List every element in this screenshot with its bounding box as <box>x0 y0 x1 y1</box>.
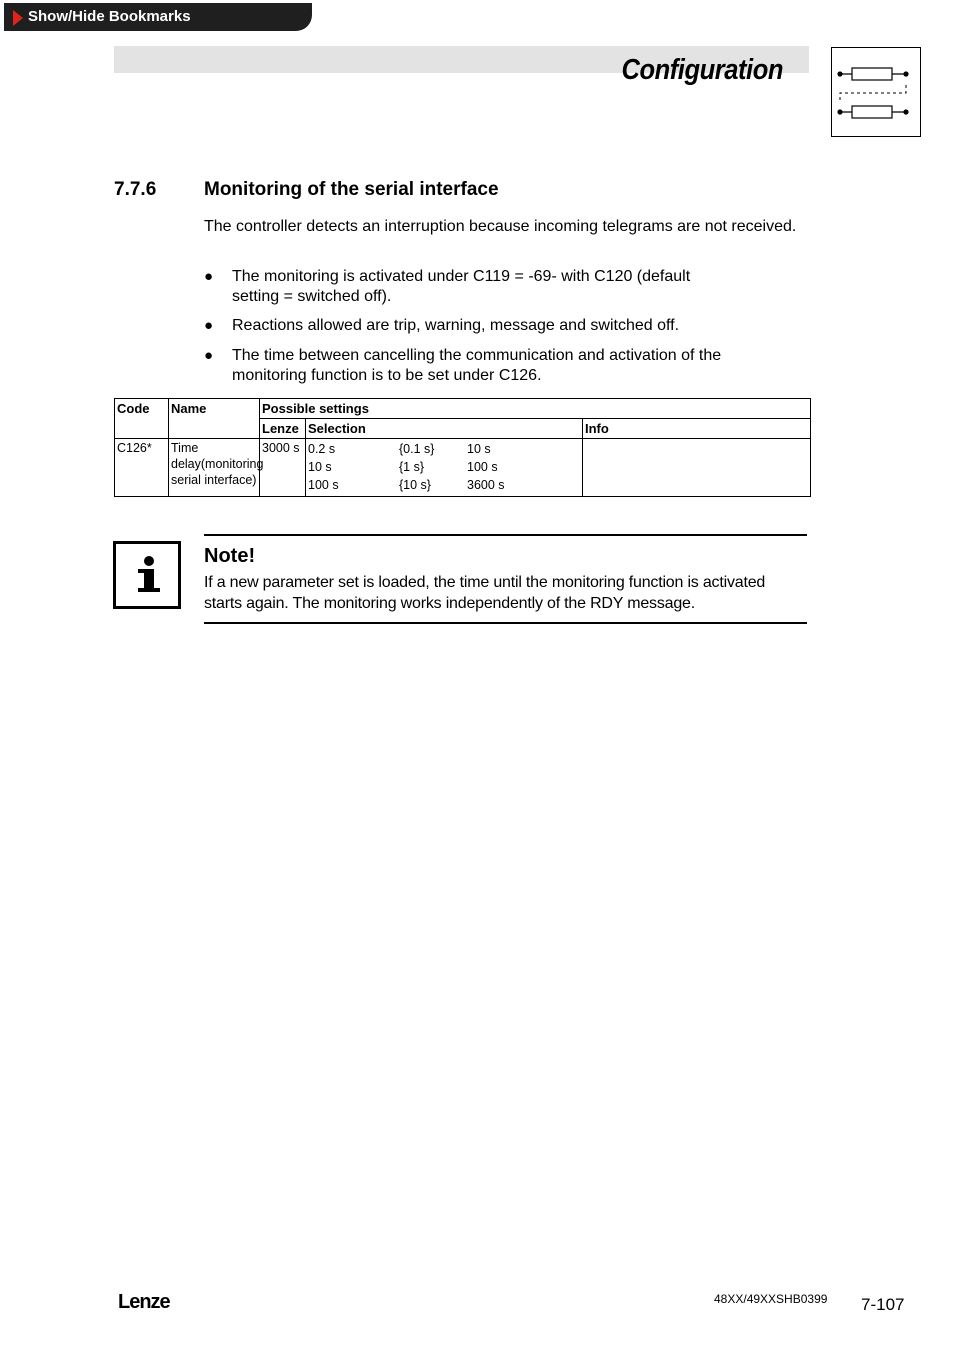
cell-lenze: 3000 s <box>260 439 306 497</box>
info-icon <box>113 541 181 609</box>
header-name: Name <box>169 399 260 439</box>
bullet-item: Reactions allowed are trip, warning, message and switched off. <box>232 317 680 334</box>
cell-selection: 0.2 s {0.1 s} 10 s 10 s {1 s} 100 s 100 s {10 s} 3600 s <box>306 439 583 497</box>
section-title: Monitoring of the serial interface <box>204 179 499 200</box>
cell-code: C126* <box>115 439 169 497</box>
note-divider-top <box>204 534 807 536</box>
chapter-title: Configuration <box>621 54 783 86</box>
header-possible-settings: Possible settings <box>260 399 811 419</box>
document-reference: 48XX/49XXSHB0399 <box>714 1292 828 1306</box>
header-selection: Selection <box>306 419 583 439</box>
show-hide-bookmarks-button[interactable] <box>4 3 312 31</box>
bullet-item: The monitoring is activated under C119 = -69- with C120 (default setting = switched off). <box>232 268 691 305</box>
triangle-right-icon <box>13 10 23 26</box>
lenze-logo: Lenze <box>118 1291 170 1313</box>
section-number: 7.7.6 <box>114 179 157 200</box>
note-text: If a new parameter set is loaded, the time until the monitoring function is activated starts again. The monitoring works independently of the RDY message. <box>204 574 766 612</box>
bullet-icon: ● <box>204 268 214 285</box>
bullet-icon: ● <box>204 347 214 364</box>
header-lenze: Lenze <box>260 419 306 439</box>
header-info: Info <box>583 419 811 439</box>
cell-name: Time delay(monitoring serial interface) <box>169 439 260 497</box>
cell-info <box>583 439 811 497</box>
parameter-table <box>114 398 811 497</box>
note-divider-bottom <box>204 622 807 624</box>
table-row <box>115 439 811 497</box>
bullet-item: The time between cancelling the communication and activation of the monitoring function is to be set under C126. <box>232 347 722 384</box>
note-title: Note! <box>204 545 256 567</box>
page-number: 7-107 <box>861 1295 905 1314</box>
intro-paragraph: The controller detects an interruption because incoming telegrams are not received. <box>204 218 797 235</box>
header-code: Code <box>115 399 169 439</box>
bullet-icon: ● <box>204 317 214 334</box>
wiring-diagram-icon <box>831 47 921 137</box>
bookmarks-label: Show/Hide Bookmarks <box>28 8 191 25</box>
